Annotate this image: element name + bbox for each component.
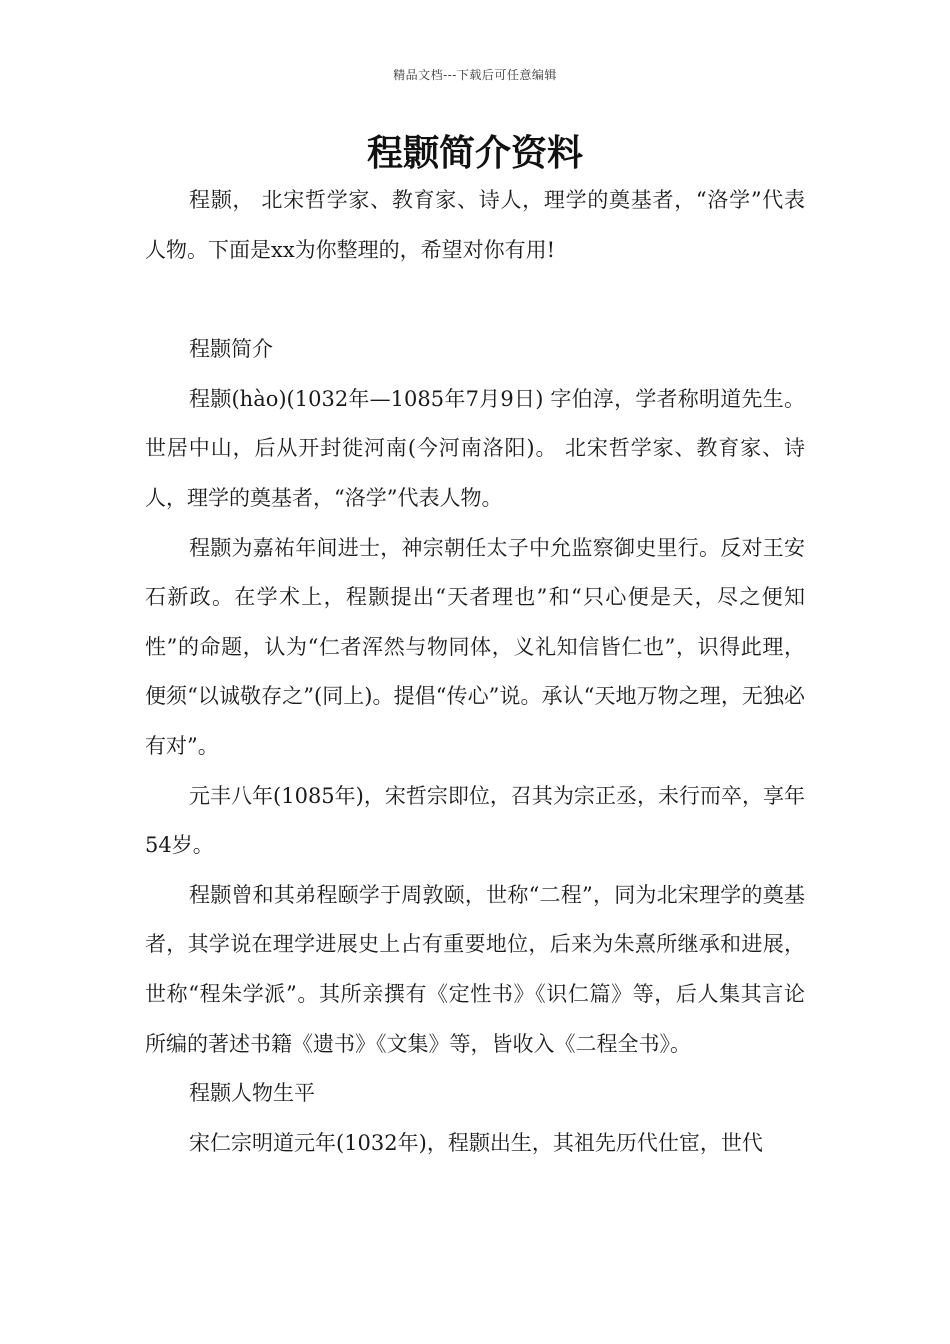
body-paragraph: 程颢曾和其弟程颐学于周敦颐，世称“二程”，同为北宋理学的奠基者，其学说在理学进展史上占有重要地位，后来为朱熹所继承和进展，世称“程朱学派”。其所亲撰有《定性书》《识仁篇》等，后人集其言论所编的著述书籍《遗书》《文集》等，皆收入《二程全书》。 xyxy=(145,882,805,1056)
section-heading-intro: 程颢简介 xyxy=(189,337,273,362)
body-paragraph: 宋仁宗明道元年(1032年)，程颢出生，其祖先历代仕宦，世代 xyxy=(189,1130,763,1155)
section-heading-life: 程颢人物生平 xyxy=(189,1081,315,1106)
document-body xyxy=(145,176,805,1168)
body-paragraph: 程颢(hào)(1032年—1085年7月9日) 字伯淳，学者称明道先生。世居中山，后从开封徙河南(今河南洛阳)。 北宋哲学家、教育家、诗人，理学的奠基者，“洛学”代表人物。 xyxy=(145,386,805,510)
body-paragraph: 元丰八年(1085年)，宋哲宗即位，召其为宗正丞，未行而卒，享年54岁。 xyxy=(145,783,805,858)
page-header: 精品文档---下载后可任意编辑 xyxy=(393,68,557,82)
intro-paragraph: 程颢， 北宋哲学家、教育家、诗人，理学的奠基者，“洛学”代表人物。下面是xx为你整理的，希望对你有用! xyxy=(145,188,805,262)
document-title: 程颢简介资料 xyxy=(366,132,583,174)
body-paragraph: 程颢为嘉祐年间进士，神宗朝任太子中允监察御史里行。反对王安石新政。在学术上，程颢提出“天者理也”和“只心便是天，尽之便知性”的命题，认为“仁者浑然与物同体，义礼知信皆仁也”，识得此理，便须“以诚敬存之”(同上)。提倡“传心”说。承认“天地万物之理，无独必有对”。 xyxy=(145,535,805,758)
